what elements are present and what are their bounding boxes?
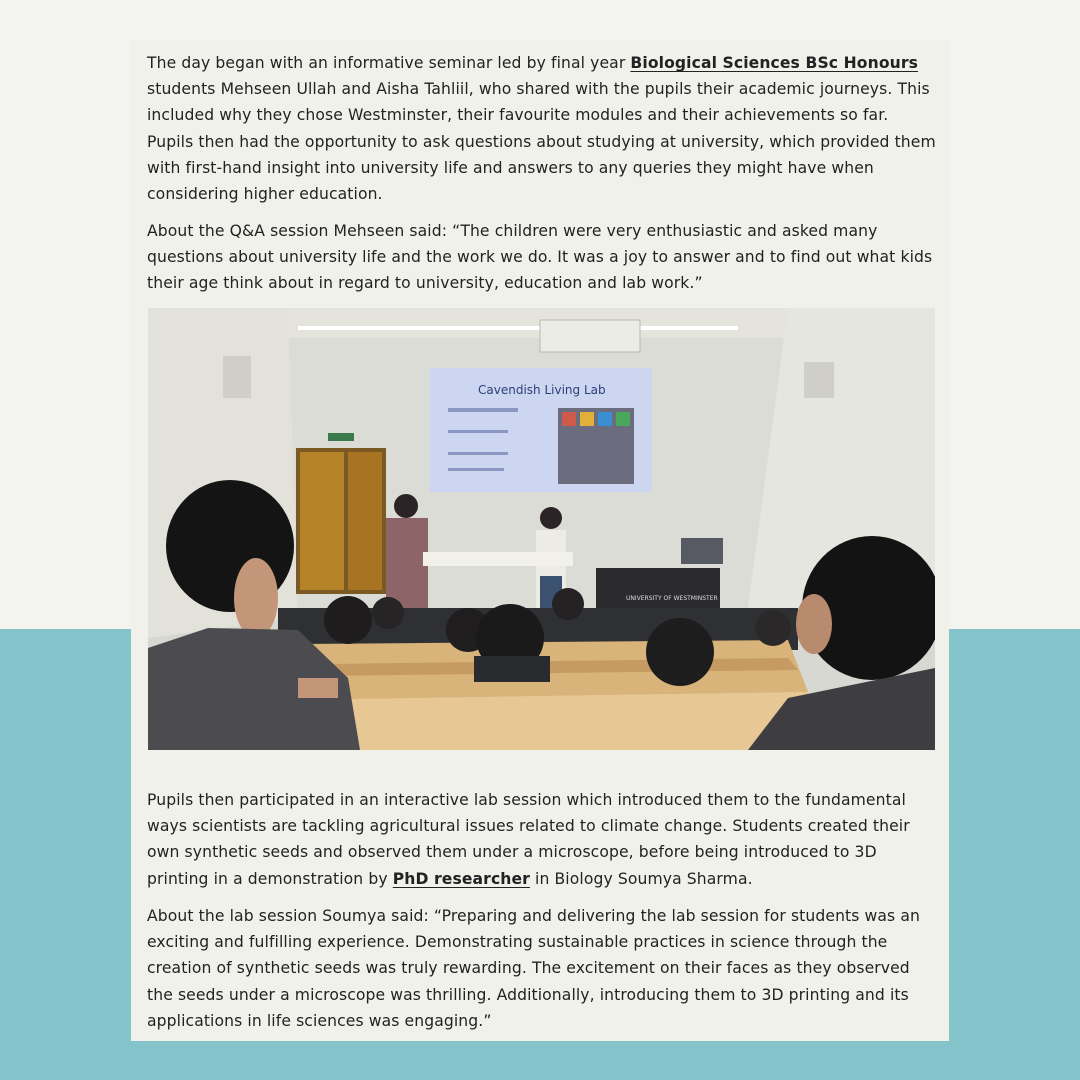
biological-sciences-link[interactable]: Biological Sciences BSc Honours: [630, 54, 919, 72]
lecture-hall-photo: [148, 308, 935, 750]
paragraph-lab-quote: About the lab session Soumya said: “Preparing and delivering the lab session for students was an exciting and fulfilling experience. Demonstrating sustainable practices in science through the creation of synthetic seeds was truly rewarding. The excitement on their faces as they observed the seeds under a microscope was thrilling. Additionally, introducing them to 3D printing and its applications in life sciences was engaging.”: [147, 907, 920, 1030]
paragraph-lab-session-text-end: in Biology Soumya Sharma.: [529, 869, 753, 888]
paragraph-lab-session-text-start: Pupils then participated in an interactive lab session which introduced them to the fundamental ways scientists are tackling agricultural issues related to climate change. Students created their own synthetic seeds and observed them under a microscope, before being introduced to 3D printing in a demonstration by: [147, 791, 910, 888]
paragraph-seminar-text-end: students Mehseen Ullah and Aisha Tahliil, who shared with the pupils their academic journeys. This included why they chose Westminster, their favourite modules and their achievements so far. Pupils then had the opportunity to ask questions about studying at university, which provided them with first-hand insight into university life and answers to any queries they might have when considering higher education.: [147, 80, 936, 204]
paragraph-qa-quote: About the Q&A session Mehseen said: “The children were very enthusiastic and asked many questions about university life and the work we do. It was a joy to answer and to find out what kids their age think about in regard to university, education and lab work.”: [147, 222, 933, 293]
article-card: [131, 40, 949, 1041]
paragraph-lab-session: [147, 787, 937, 892]
slide-title: Cavendish Living Lab: [478, 383, 606, 397]
phd-researcher-link[interactable]: PhD researcher: [392, 869, 530, 888]
paragraph-seminar: [147, 50, 937, 207]
lectern-label: UNIVERSITY OF WESTMINSTER: [626, 595, 718, 602]
paragraph-seminar-text-start: The day began with an informative seminar led by final year: [147, 54, 631, 72]
